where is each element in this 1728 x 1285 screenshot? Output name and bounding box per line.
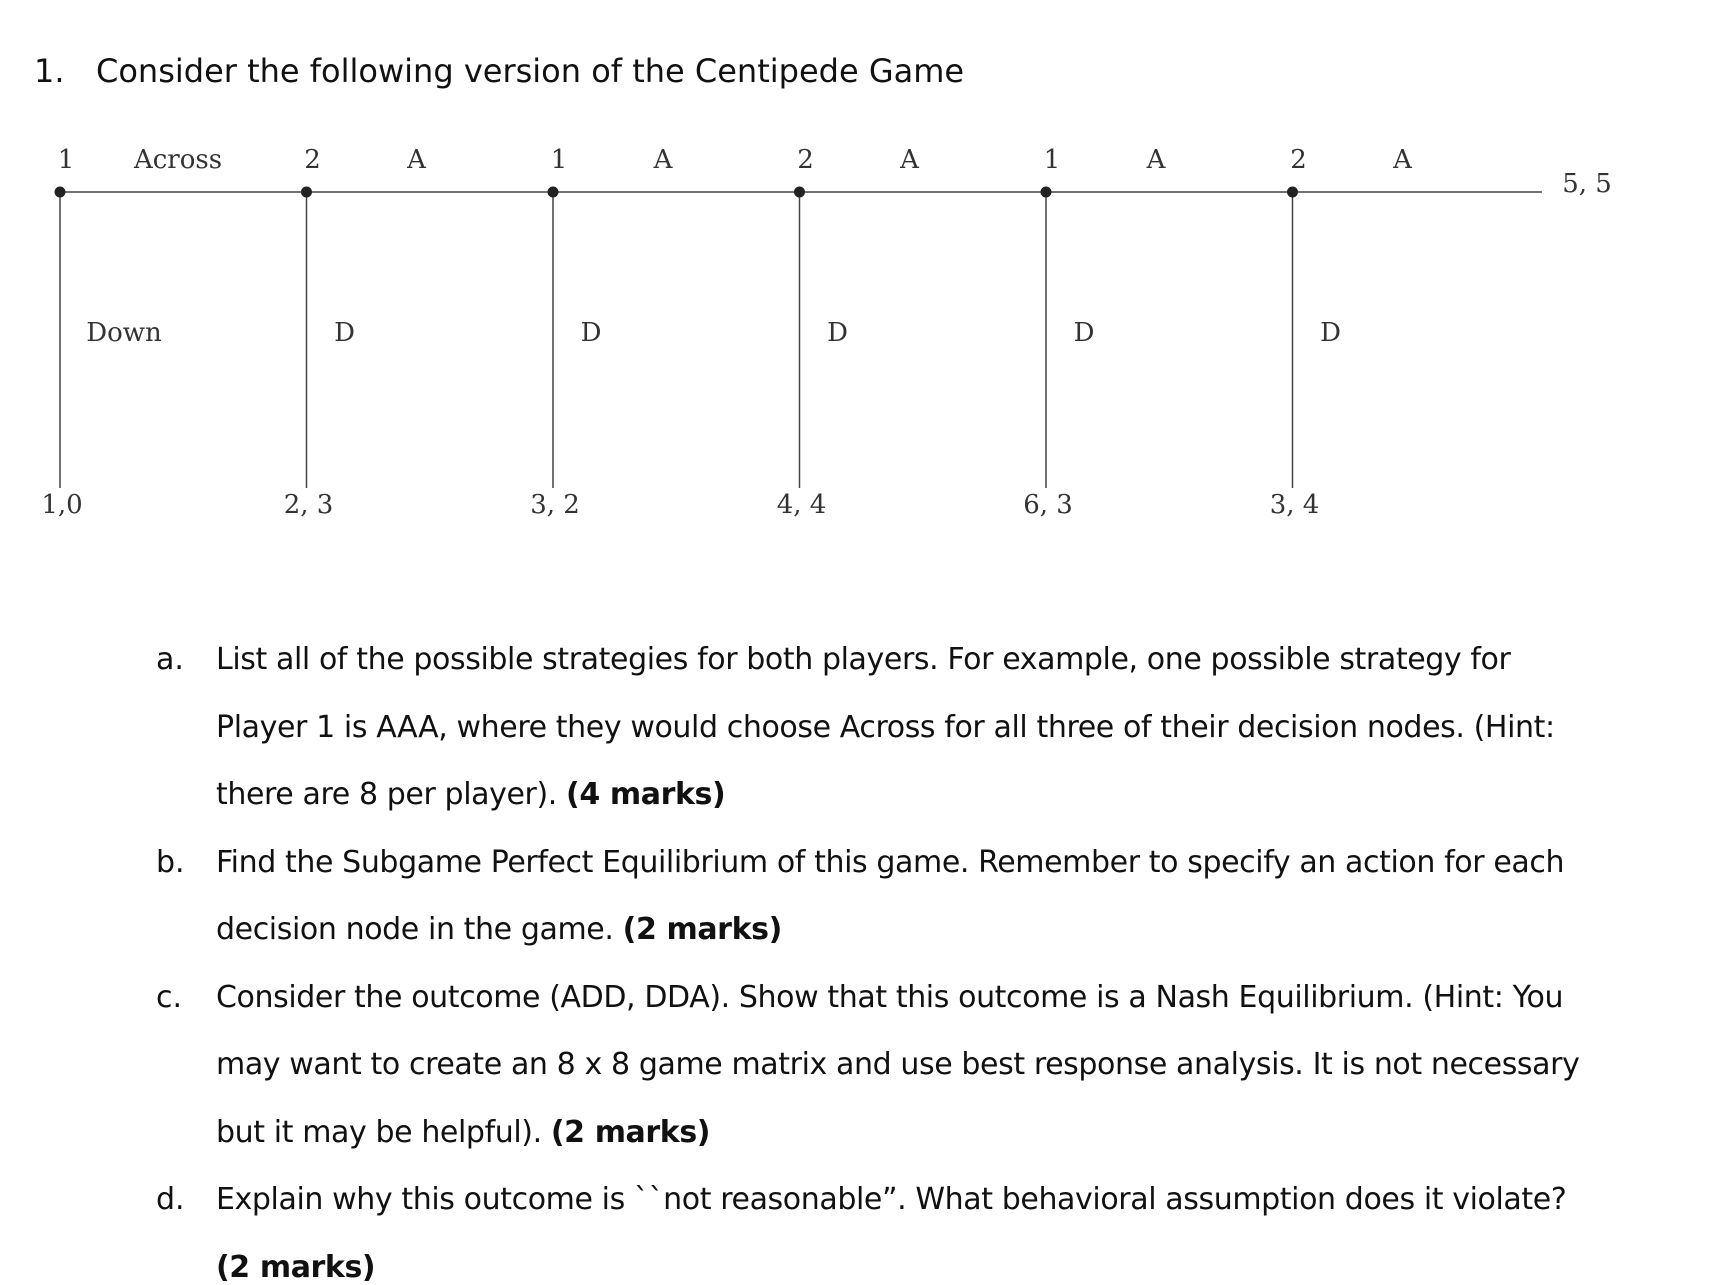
part-text-line	[216, 912, 782, 947]
decision-node-2	[301, 187, 312, 198]
across-label-5: A	[1146, 145, 1166, 175]
part-text-line	[216, 980, 1563, 1015]
down-label-5: D	[1073, 318, 1095, 348]
payoff-1: 1,0	[41, 490, 83, 520]
part-letter: b.	[156, 844, 185, 880]
part-text-line	[216, 1182, 1566, 1217]
line-text: List all of the possible strategies for both players. For example, one possible strategy for	[216, 642, 1511, 677]
terminal-payoff: 5, 5	[1562, 169, 1612, 199]
down-label-4: D	[827, 318, 848, 348]
player-label-6: 2	[1290, 145, 1307, 175]
line-text: there are 8 per player).	[216, 777, 567, 812]
part-text-line	[216, 845, 1564, 880]
question-title: Consider the following version of the Centipede Game	[96, 52, 965, 90]
payoff-5: 6, 3	[1023, 490, 1073, 520]
across-label-3: A	[653, 145, 673, 175]
marks-label: (2 marks)	[550, 1114, 711, 1150]
down-label-2: D	[334, 318, 355, 348]
down-label-6: D	[1320, 318, 1341, 348]
line-text: Player 1 is AAA, where they would choose Across for all three of their decision nodes. (Hint:	[216, 709, 1555, 745]
part-letter: d.	[156, 1182, 185, 1217]
line-text: Find the Subgame Perfect Equilibrium of this game. Remember to specify an action for each	[216, 844, 1565, 880]
across-label-1: Across	[133, 145, 223, 175]
payoff-6: 3, 4	[1269, 490, 1320, 520]
across-label-4: A	[900, 145, 919, 175]
marks-label: (4 marks)	[566, 777, 726, 812]
across-label-2: A	[407, 145, 426, 175]
question-number: 1.	[34, 52, 65, 90]
part-text-line	[216, 777, 725, 812]
player-label-1: 1	[57, 145, 75, 175]
payoff-4: 4, 4	[776, 490, 827, 520]
decision-node-4	[794, 187, 805, 198]
player-label-2: 2	[304, 145, 321, 175]
decision-node-6	[1287, 187, 1298, 198]
decision-node-5	[1041, 187, 1052, 198]
centipede-game-tree	[0, 0, 1728, 560]
across-label-6: A	[1393, 145, 1412, 175]
part-text-line	[216, 1250, 375, 1285]
part-text-line	[216, 710, 1555, 745]
part-letter: a.	[156, 642, 184, 677]
player-label-5: 1	[1043, 145, 1061, 175]
part-letter: c.	[156, 979, 183, 1015]
down-label-1: Down	[86, 318, 162, 348]
part-text-line	[216, 1115, 710, 1150]
line-text: Consider the outcome (ADD, DDA). Show that this outcome is a Nash Equilibrium. (Hint: You	[216, 979, 1564, 1015]
decision-node-1	[55, 187, 66, 198]
player-label-3: 1	[550, 145, 568, 175]
down-label-3: D	[580, 318, 602, 348]
part-text-line	[216, 642, 1510, 677]
line-text: but it may be helpful).	[216, 1114, 551, 1150]
player-label-4: 2	[797, 145, 814, 175]
line-text: may want to create an 8 x 8 game matrix and use best response analysis. It is not necessary	[216, 1047, 1580, 1082]
line-text: Explain why this outcome is ``not reasonable”. What behavioral assumption does it violate?	[216, 1182, 1567, 1217]
payoff-3: 3, 2	[530, 490, 580, 520]
marks-label: (2 marks)	[622, 912, 782, 947]
payoff-2: 2, 3	[283, 490, 334, 520]
decision-node-3	[548, 187, 559, 198]
line-text: decision node in the game.	[216, 912, 623, 947]
marks-label: (2 marks)	[216, 1249, 376, 1285]
part-text-line	[216, 1047, 1579, 1082]
